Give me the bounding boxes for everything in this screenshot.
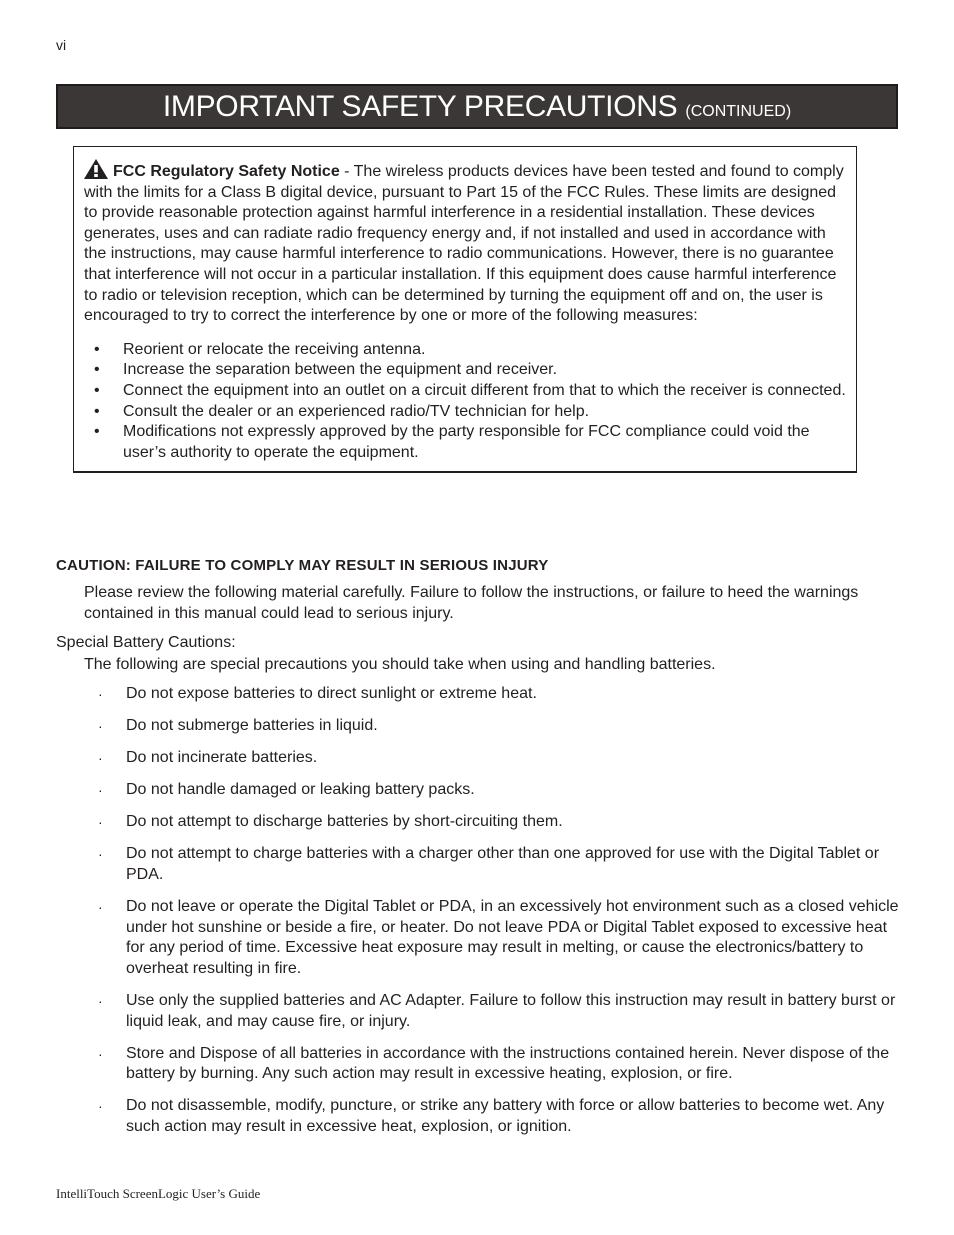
bullet-icon: ·: [98, 993, 103, 1010]
list-item: · Do not disassemble, modify, puncture, or strike any battery with force or allow batteries to become wet. Any such action may result in excessive heat, explosion, or ignition.: [98, 1097, 885, 1135]
bullet-icon: •: [94, 402, 100, 420]
list-item: · Do not handle damaged or leaking battery packs.: [84, 780, 904, 801]
list-item: • Increase the separation between the equipment and receiver.: [84, 360, 846, 381]
list-item: · Do not attempt to charge batteries with a charger other than one approved for use with the Digital Tablet or PDA.: [98, 845, 880, 884]
bullet-icon: ·: [98, 1045, 103, 1062]
caution-body: Please review the following material carefully. Failure to follow the instructions, or failure to heed the warnings contained in this manual could lead to serious injury.: [84, 584, 859, 622]
bullet-icon: •: [94, 361, 100, 379]
list-item: • Consult the dealer or an experienced radio/TV technician for help.: [84, 402, 846, 423]
list-item: · Do not leave or operate the Digital Tablet or PDA, in an excessively hot environment such as a closed vehicle under hot sunshine or beside a fire, or heater. Do not leave PDA or Digital Tablet exposed to excessive heat for any period of time. Excessive heat exposure may result in melting, or cause the electronics/battery to overheat resulting in fire.: [98, 898, 899, 977]
list-item: · Do not incinerate batteries.: [84, 748, 904, 769]
bullet-icon: ·: [98, 718, 103, 735]
fcc-measures-list: [84, 340, 846, 464]
battery-cautions-intro: The following are special precautions you should take when using and handling batteries.: [84, 656, 716, 673]
list-item: • Modifications not expressly approved by the party responsible for FCC compliance could void the user’s authority to operate the equipment.: [94, 423, 810, 461]
bullet-icon: ·: [98, 899, 103, 916]
battery-cautions-list: [84, 684, 904, 1149]
section-header: [56, 84, 898, 129]
bullet-icon: •: [94, 340, 100, 358]
bullet-icon: ·: [98, 686, 103, 702]
bullet-icon: ·: [98, 750, 103, 767]
page-number: vi: [56, 37, 67, 53]
section-subtitle: (CONTINUED): [685, 103, 792, 120]
list-item: • Connect the equipment into an outlet on a circuit different from that to which the receiver is connected.: [84, 381, 846, 402]
fcc-notice-box: [73, 146, 857, 473]
fcc-notice-title: FCC Regulatory Safety Notice: [113, 163, 340, 180]
bullet-icon: ·: [98, 814, 103, 831]
list-item: · Do not expose batteries to direct sunlight or extreme heat.: [84, 684, 904, 705]
list-item: · Do not submerge batteries in liquid.: [84, 716, 904, 737]
bullet-icon: ·: [98, 1098, 103, 1115]
caution-heading: CAUTION: FAILURE TO COMPLY MAY RESULT IN SERIOUS INJURY: [56, 557, 549, 574]
section-title: IMPORTANT SAFETY PRECAUTIONS: [162, 90, 678, 123]
fcc-notice-body: - The wireless products devices have been tested and found to comply with the limits for a Class B digital device, pursuant to Part 15 of the FCC Rules. These limits are designed to provide reasonable protection against harmful interference in a residential installation. These devices generates, uses and can radiate radio frequency energy and, if not installed and used in accordance with the instructions, may cause harmful interference to radio communications. However, there is no guarantee that interference will not occur in a particular installation. If this equipment does cause harmful interference to radio or television reception, which can be determined by turning the equipment off and on, the user is encouraged to try to correct the interference by one or more of the following measures:: [84, 163, 844, 325]
list-item: · Use only the supplied batteries and AC Adapter. Failure to follow this instruction may result in battery burst or liquid leak, and may cause fire, or injury.: [98, 992, 896, 1030]
list-item: · Do not attempt to discharge batteries by short-circuiting them.: [84, 812, 904, 833]
warning-triangle-icon: [84, 159, 108, 179]
battery-cautions-heading: Special Battery Cautions:: [56, 634, 236, 651]
bullet-icon: •: [94, 423, 100, 441]
bullet-icon: ·: [98, 782, 103, 799]
list-item: • Reorient or relocate the receiving antenna.: [84, 340, 846, 361]
list-item: · Store and Dispose of all batteries in accordance with the instructions contained herein. Never dispose of the battery by burning. Any such action may result in excessive heating, explosion, or fire.: [98, 1044, 890, 1083]
fcc-notice-paragraph: [84, 159, 846, 327]
bullet-icon: •: [94, 381, 100, 399]
bullet-icon: ·: [98, 846, 103, 863]
footer-guide-title: IntelliTouch ScreenLogic User’s Guide: [56, 1186, 261, 1201]
